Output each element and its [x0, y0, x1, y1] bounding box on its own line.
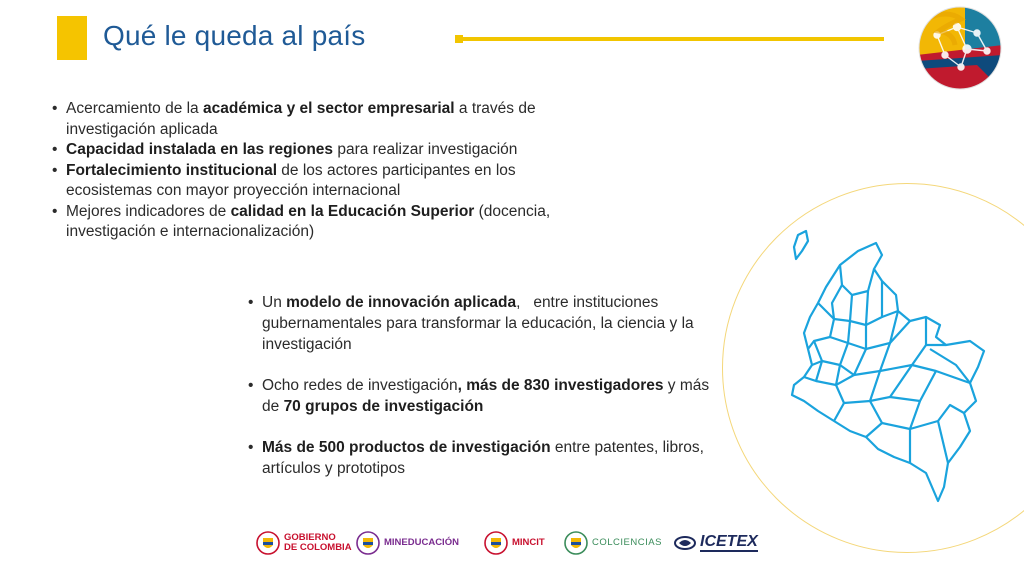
bullet: •: [52, 202, 58, 220]
mineducacion-logo: MINEDUCACIÓN: [356, 527, 459, 559]
list-item: • Ocho redes de investigación, más de 830 investigadores y más de 70 grupos de investigación: [248, 377, 710, 415]
mincit-logo: MINCIT: [484, 527, 545, 559]
bullet: •: [248, 294, 254, 311]
list-item: • Acercamiento de la académica y el sector empresarial a través de investigación aplicada: [52, 100, 536, 138]
list-item: • Fortalecimiento institucional de los actores participantes en los ecosistemas con mayor proyección internacional: [52, 161, 516, 199]
results-list: [248, 292, 728, 499]
colombia-map: [770, 225, 1000, 515]
list-item: • Mejores indicadores de calidad en la Educación Superior (docencia, investigación e internacionalización): [52, 202, 551, 240]
colombia-shield-icon: [484, 531, 508, 555]
icetex-logo: ICETEX: [674, 527, 758, 559]
colciencias-logo: COLCIENCIAS: [564, 527, 662, 559]
title-accent-block: [57, 16, 87, 60]
colombia-shield-icon: [356, 531, 380, 555]
icetex-logo-icon: [674, 536, 696, 550]
bullet: •: [52, 100, 58, 117]
bullet: •: [52, 141, 58, 158]
list-item: • Más de 500 productos de investigación entre patentes, libros, artículos y prototipos: [248, 439, 704, 477]
gobierno-logo: GOBIERNO DE COLOMBIA: [256, 527, 352, 559]
list-item: • Un modelo de innovación aplicada, entre instituciones gubernamentales para transformar la educación, la ciencia y la investigación: [248, 294, 698, 353]
bullet: •: [248, 377, 254, 394]
brand-circle-logo: [917, 5, 1003, 91]
title-underline: [460, 37, 884, 41]
footer-logos: [256, 527, 776, 559]
achievements-list: [52, 99, 572, 243]
list-item: • Capacidad instalada en las regiones para realizar investigación: [52, 140, 572, 161]
colombia-shield-icon: [564, 531, 588, 555]
colombia-shield-icon: [256, 531, 280, 555]
bullet: •: [248, 439, 254, 456]
slide-title: Qué le queda al país: [103, 20, 366, 51]
bullet: •: [52, 161, 58, 179]
